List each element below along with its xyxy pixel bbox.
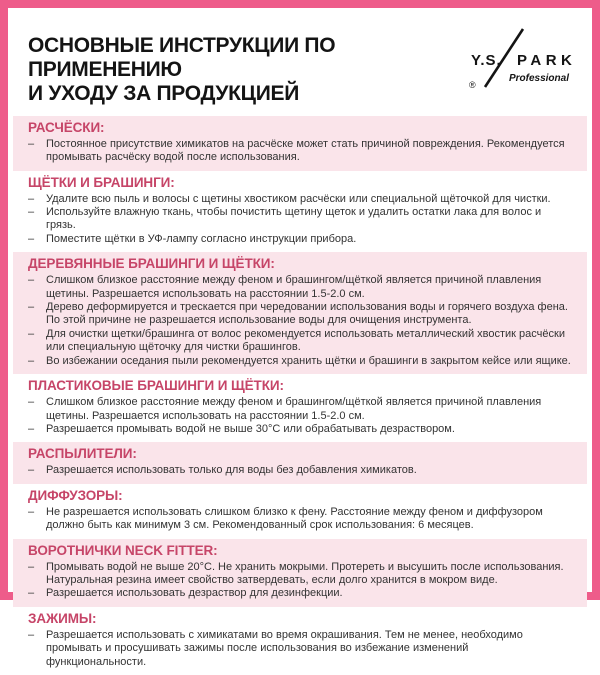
section-block — [13, 116, 587, 171]
ys-park-logo — [469, 29, 577, 90]
bullet-dash: – — [28, 274, 35, 287]
bullet-text: Разрешается использовать дезраствор для дезинфекции. — [46, 587, 343, 600]
bullet-item — [28, 587, 573, 600]
bullet-text: Поместите щётки в УФ-лампу согласно инструкции прибора. — [46, 232, 357, 245]
bullet-text: Удалите всю пыль и волосы с щетины хвостиком расчёски или специальной щёточкой для чистки. — [46, 192, 551, 205]
bullet-text: Слишком близкое расстояние между феном и брашингом/щёткой является причиной плавления щетины. Разрешается использовать на расстоянии 1.5-2.0 см. — [46, 396, 542, 422]
section-block — [13, 252, 587, 374]
section-heading: ЩЁТКИ И БРАШИНГИ: — [28, 174, 175, 190]
bullet-item — [28, 506, 573, 533]
bullet-dash: – — [28, 422, 35, 435]
section-bullets — [28, 506, 573, 533]
page-title-line2: И УХОДУ ЗА ПРОДУКЦИЕЙ — [28, 81, 299, 105]
bullet-text: Слишком близкое расстояние между феном и брашингом/щёткой является причиной плавления щетины. Разрешается использовать на расстоянии 1.5-2.0 см. — [46, 274, 542, 300]
bullet-dash: – — [28, 396, 35, 409]
bullet-text: Для очистки щетки/брашинга от волос рекомендуется использовать металлический хвостик расчёски или специальную щёточку для чистки брашингов. — [46, 327, 565, 354]
section-heading: РАСПЫЛИТЕЛИ: — [28, 446, 137, 462]
bullet-dash: – — [28, 354, 35, 367]
bullet-dash: – — [28, 505, 35, 518]
section-bullets — [28, 396, 573, 436]
section-heading: ДИФФУЗОРЫ: — [28, 487, 123, 503]
bullet-text: Разрешается промывать водой не выше 30°C или обрабатывать дезраствором. — [46, 422, 455, 435]
section-heading: ДЕРЕВЯННЫЕ БРАШИНГИ И ЩЁТКИ: — [28, 256, 275, 272]
bullet-item — [28, 629, 573, 669]
bullet-text: Постоянное присутствие химикатов на расчёске может стать причиной повреждения. Рекомендуется промывать расчёску водой после использования. — [46, 137, 565, 164]
bullet-text: Промывать водой не выше 20°C. Не хранить мокрыми. Протереть и высушить после использования. Натуральная резина имеет свойство затвердевать, если долго хранится в мокром виде. — [46, 560, 564, 586]
bullet-item — [28, 355, 573, 368]
bullet-item — [28, 396, 573, 423]
registered-trademark-icon: ® — [469, 80, 476, 90]
bullet-dash: – — [28, 232, 35, 245]
bullet-text: Разрешается использовать с химикатами во время окрашивания. Тем не менее, необходимо промывать и просушивать зажимы после использования во избежание изменений функциональности. — [46, 628, 523, 668]
card-header — [13, 13, 587, 116]
logo-park-text: PARK — [517, 52, 577, 69]
bullet-item — [28, 206, 573, 233]
bullet-text: Во избежании оседания пыли рекомендуется хранить щётки и брашинги в закрытом кейсе или ящике. — [46, 354, 571, 367]
bullet-dash: – — [28, 628, 35, 641]
section-bullets — [28, 464, 573, 477]
bullet-text: Дерево деформируется и трескается при чередовании использования воды и горячего воздуха фена. По этой причине не разрешается использование воды для очищения инструмента. — [46, 301, 568, 327]
card-inner — [13, 13, 587, 668]
section-bullets — [28, 193, 573, 247]
bullet-item — [28, 423, 573, 436]
section-heading: РАСЧЁСКИ: — [28, 119, 105, 135]
bullet-item — [28, 193, 573, 206]
section-heading: ЗАЖИМЫ: — [28, 610, 97, 626]
bullet-item — [28, 464, 573, 477]
bullet-item — [28, 233, 573, 246]
bullet-dash: – — [28, 301, 35, 314]
page-title — [28, 34, 469, 106]
section-bullets — [28, 629, 573, 669]
section-block — [13, 539, 587, 607]
bullet-dash: – — [28, 206, 35, 219]
bullet-item — [28, 328, 573, 355]
sections-container — [13, 116, 587, 675]
section-block — [13, 607, 587, 675]
section-block — [13, 374, 587, 442]
section-heading: ПЛАСТИКОВЫЕ БРАШИНГИ И ЩЁТКИ: — [28, 378, 284, 394]
bullet-text: Используйте влажную ткань, чтобы почистить щетину щеток и удалить остатки лака для волос и грязь. — [46, 206, 542, 232]
section-block — [13, 171, 587, 253]
section-bullets — [28, 561, 573, 601]
bullet-dash: – — [28, 192, 35, 205]
bullet-item — [28, 274, 573, 301]
section-bullets — [28, 274, 573, 368]
logo-professional-text: Professional — [508, 73, 569, 84]
bullet-text: Не разрешается использовать слишком близко к фену. Расстояние между феном и диффузором должно быть как минимум 3 см. Рекомендованный срок использования: 6 месяцев. — [46, 505, 543, 532]
bullet-item — [28, 301, 573, 328]
section-block — [13, 442, 587, 483]
bullet-dash: – — [28, 560, 35, 573]
section-heading: ВОРОТНИЧКИ NECK FITTER: — [28, 542, 218, 558]
page-title-line1: ОСНОВНЫЕ ИНСТРУКЦИИ ПО ПРИМЕНЕНИЮ — [28, 34, 336, 81]
bullet-dash: – — [28, 587, 35, 600]
section-bullets — [28, 138, 573, 165]
logo-ys-text: Y.S. — [471, 52, 502, 69]
bullet-dash: – — [28, 137, 35, 150]
bullet-dash: – — [28, 327, 35, 340]
ys-park-logo-graphic — [469, 29, 577, 90]
bullet-item — [28, 561, 573, 588]
bullet-dash: – — [28, 464, 35, 477]
bullet-text: Разрешается использовать только для воды без добавления химикатов. — [46, 464, 417, 477]
section-block — [13, 484, 587, 539]
bullet-item — [28, 138, 573, 165]
